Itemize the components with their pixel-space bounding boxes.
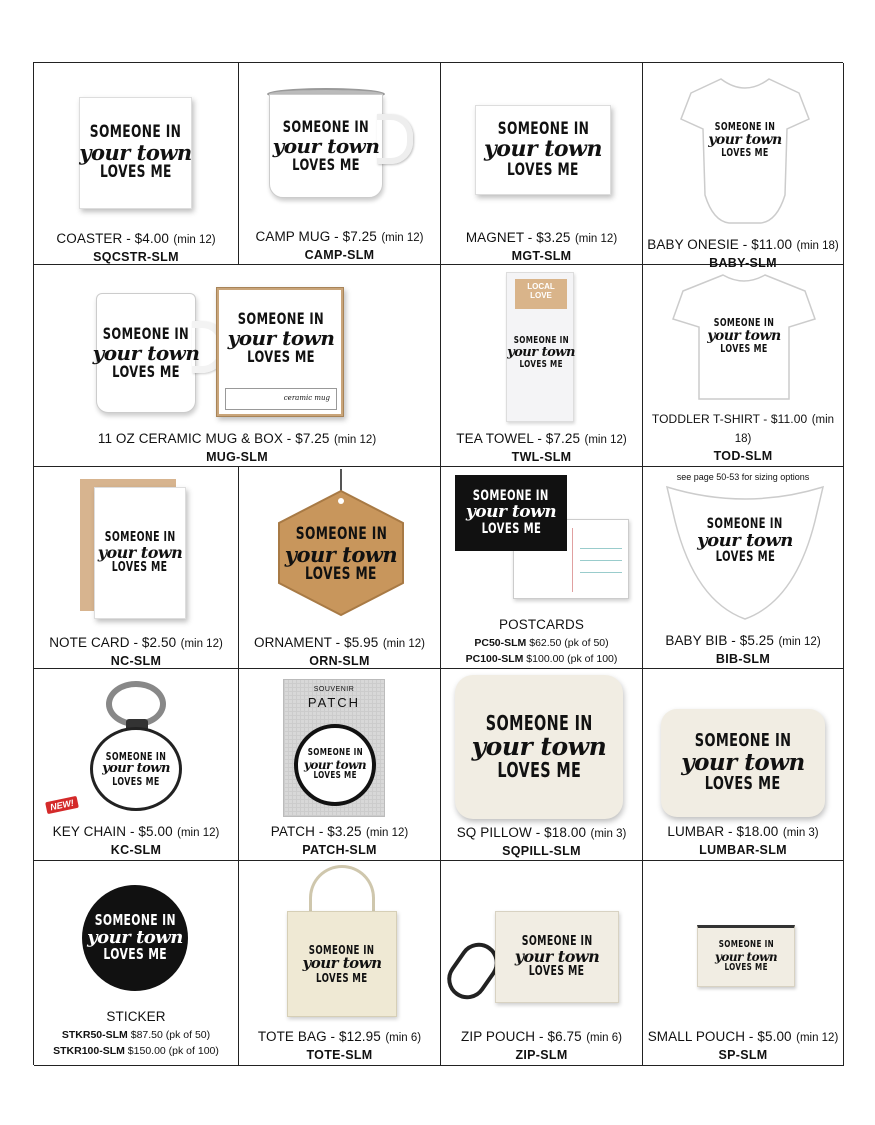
note-card-image: SOMEONE IN your town LOVES ME [80,479,186,619]
sticker-caption: STICKER STKR50-SLM $87.50 (pk of 50) STKR100-SLM $150.00 (pk of 100) [53,1009,219,1057]
local-love-label: LOCAL LOVE [515,279,567,309]
camp-mug-caption: CAMP MUG - $7.25 (min 12) CAMP-SLM [255,229,424,263]
baby-bib-image: SOMEONE IN your town LOVES ME [665,481,825,621]
product-cell-ornament [239,467,441,669]
patch-caption: PATCH - $3.25 (min 12) PATCH-SLM [270,824,409,858]
tea-towel-caption: TEA TOWEL - $7.25 (min 12) TWL-SLM [456,431,627,465]
box-label-text: ceramic mug [283,394,330,402]
product-cell-small-pouch [643,861,844,1066]
product-cell-baby-bib [643,467,844,669]
product-grid [33,62,843,1065]
sticker-image: SOMEONE IN your town LOVES ME [82,885,188,991]
product-cell-coaster [34,63,239,265]
zip-pouch-caption: ZIP POUCH - $6.75 (min 6) ZIP-SLM [461,1029,622,1063]
new-badge: NEW! [45,796,79,814]
product-cell-camp-mug [239,63,441,265]
key-chain-caption: KEY CHAIN - $5.00 (min 12) KC-SLM [52,824,220,858]
product-cell-note-card [34,467,239,669]
product-cell-mug-box [34,265,441,467]
onesie-image: SOMEONE IN your town LOVES ME [681,75,809,225]
magnet-caption: MAGNET - $3.25 (min 12) MGT-SLM [465,230,618,264]
ornament-caption: ORNAMENT - $5.95 (min 12) ORN-SLM [253,635,426,669]
sq-pillow-image: SOMEONE IN your town LOVES ME [455,675,623,819]
postcards-caption: POSTCARDS PC50-SLM $62.50 (pk of 50) PC100-SLM $100.00 (pk of 100) [465,617,618,665]
mug-box-image: SOMEONE IN your town LOVES ME ceramic mug [216,287,344,417]
product-cell-key-chain [34,669,239,861]
lumbar-pillow-image: SOMEONE IN your town LOVES ME [661,709,825,817]
ornament-image: SOMEONE IN your town LOVES ME [273,469,409,617]
lumbar-caption: LUMBAR - $18.00 (min 3) LUMBAR-SLM [667,824,819,858]
tote-bag-image: SOMEONE IN your town LOVES ME [287,865,397,1017]
tea-towel-image: LOCAL LOVE SOMEONE IN your town LOVES ME [506,272,574,422]
tote-bag-caption: TOTE BAG - $12.95 (min 6) TOTE-SLM [257,1029,422,1063]
ceramic-mug-image: SOMEONE IN your town LOVES ME [96,293,234,413]
coaster-caption: COASTER - $4.00 (min 12) SQCSTR-SLM [56,231,216,265]
product-cell-zip-pouch [441,861,643,1066]
camp-mug-image: SOMEONE IN your town LOVES ME [267,88,385,200]
product-cell-toddler-tshirt [643,265,844,483]
product-cell-baby-onesie [643,63,844,271]
product-cell-tote-bag [239,861,441,1066]
baby-bib-caption: BABY BIB - $5.25 (min 12) BIB-SLM [665,633,821,667]
product-cell-postcards [441,467,643,669]
key-chain-image: SOMEONE IN your town LOVES ME [90,681,186,811]
product-cell-lumbar [643,669,844,861]
small-pouch-caption: SMALL POUCH - $5.00 (min 12) SP-SLM [647,1029,839,1063]
product-cell-patch [239,669,441,861]
onesie-caption: BABY ONESIE - $11.00 (min 18) BABY-SLM [647,237,839,271]
toddler-tshirt-image: SOMEONE IN your town LOVES ME [673,271,815,401]
magnet-image: SOMEONE IN your town LOVES ME [475,105,611,195]
coaster-image: SOMEONE IN your town LOVES ME [79,97,192,209]
souvenir-label: SOUVENIR [313,686,355,693]
patch-image: SOUVENIR PATCH SOMEONE IN your town LOVES ME [283,679,385,817]
mug-box-caption: 11 OZ CERAMIC MUG & BOX - $7.25 (min 12) MUG-SLM [97,431,377,465]
toddler-caption: TODDLER T-SHIRT - $11.00 (min 18) TOD-SLM see page 50-53 for sizing options [651,412,835,483]
patch-label: PATCH [307,695,361,710]
sq-pillow-caption: SQ PILLOW - $18.00 (min 3) SQPILL-SLM [456,825,627,859]
product-cell-sticker [34,861,239,1066]
postcard-front-image: SOMEONE IN your town LOVES ME [455,475,567,551]
product-cell-magnet [441,63,643,265]
product-cell-tea-towel [441,265,643,467]
product-cell-sq-pillow [441,669,643,861]
small-pouch-image: SOMEONE IN your town LOVES ME [697,925,795,987]
note-card-caption: NOTE CARD - $2.50 (min 12) NC-SLM [49,635,223,669]
zip-pouch-image: SOMEONE IN your town LOVES ME [451,911,623,1011]
